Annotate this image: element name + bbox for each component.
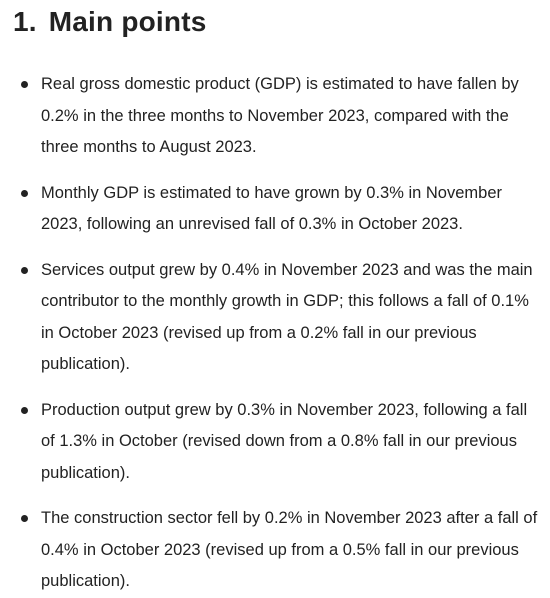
section-number: 1.: [13, 6, 37, 37]
list-item: [13, 255, 540, 381]
list-item: [13, 69, 540, 164]
section-heading: [13, 0, 540, 41]
bullet-icon: [21, 407, 28, 414]
list-item-text: Monthly GDP is estimated to have grown by 0.3% in November 2023, following an unrevised fall of 0.3% in October 2023.: [41, 183, 502, 233]
list-item-text: The construction sector fell by 0.2% in November 2023 after a fall of 0.4% in October 2023 (revised up from a 0.5% fall in our previous publication).: [41, 509, 538, 590]
list-item: [13, 503, 540, 598]
bullet-icon: [21, 267, 28, 274]
list-item: [13, 395, 540, 490]
list-item-text: Services output grew by 0.4% in November 2023 and was the main contributor to the monthly growth in GDP; this follows a fall of 0.1% in October 2023 (revised up from a 0.2% fall in our previous publication).: [41, 260, 533, 373]
main-points-list: [13, 69, 540, 598]
list-item-text: Real gross domestic product (GDP) is estimated to have fallen by 0.2% in the three months to November 2023, compared with the three months to August 2023.: [41, 75, 519, 156]
bullet-icon: [21, 81, 28, 88]
bullet-icon: [21, 515, 28, 522]
bullet-icon: [21, 190, 28, 197]
section-title: Main points: [48, 6, 207, 37]
list-item-text: Production output grew by 0.3% in November 2023, following a fall of 1.3% in October (revised down from a 0.8% fall in our previous publication).: [41, 400, 528, 482]
list-item: [13, 178, 540, 241]
